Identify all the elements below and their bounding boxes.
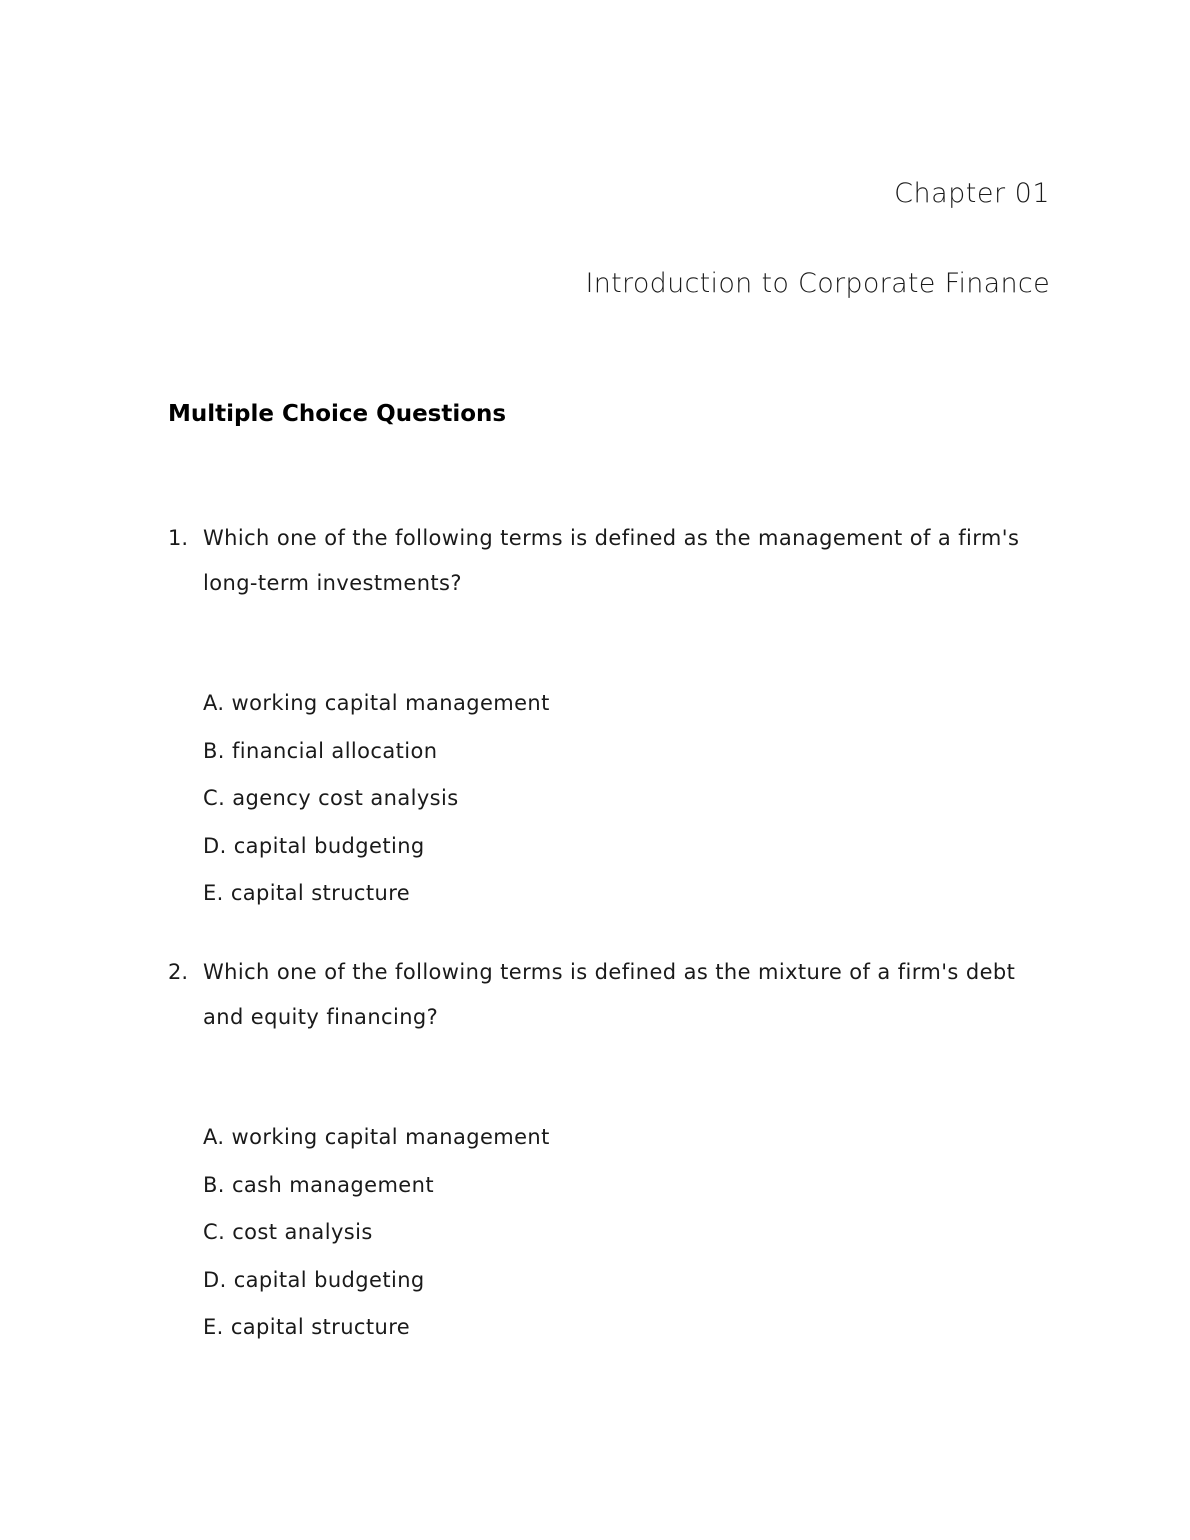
question-number: 1. [168,526,189,550]
option-c: C. cost analysis [203,1220,373,1245]
option-d: D. capital budgeting [203,833,425,858]
option-a: A. working capital management [203,1125,550,1149]
option-b: B. cash management [203,1172,434,1197]
answer-options [203,680,1058,918]
option-b: B. financial allocation [203,738,438,763]
question-2 [168,950,1058,1352]
question-1 [168,516,1058,918]
question-text: Which one of the following terms is defined as the mixture of a firm's debt and equity financing? [203,960,1016,1029]
section-heading: Multiple Choice Questions [168,401,507,427]
option-e: E. capital structure [203,1315,411,1340]
question-text: Which one of the following terms is defined as the management of a firm's long-term investments? [203,526,1020,595]
chapter-number: Chapter 01 [894,178,1050,209]
answer-options [203,1114,1058,1352]
question-number: 2. [168,960,189,984]
option-a: A. working capital management [203,691,550,715]
chapter-title: Introduction to Corporate Finance [585,268,1050,299]
option-e: E. capital structure [203,881,411,906]
option-d: D. capital budgeting [203,1267,425,1292]
option-c: C. agency cost analysis [203,786,459,811]
